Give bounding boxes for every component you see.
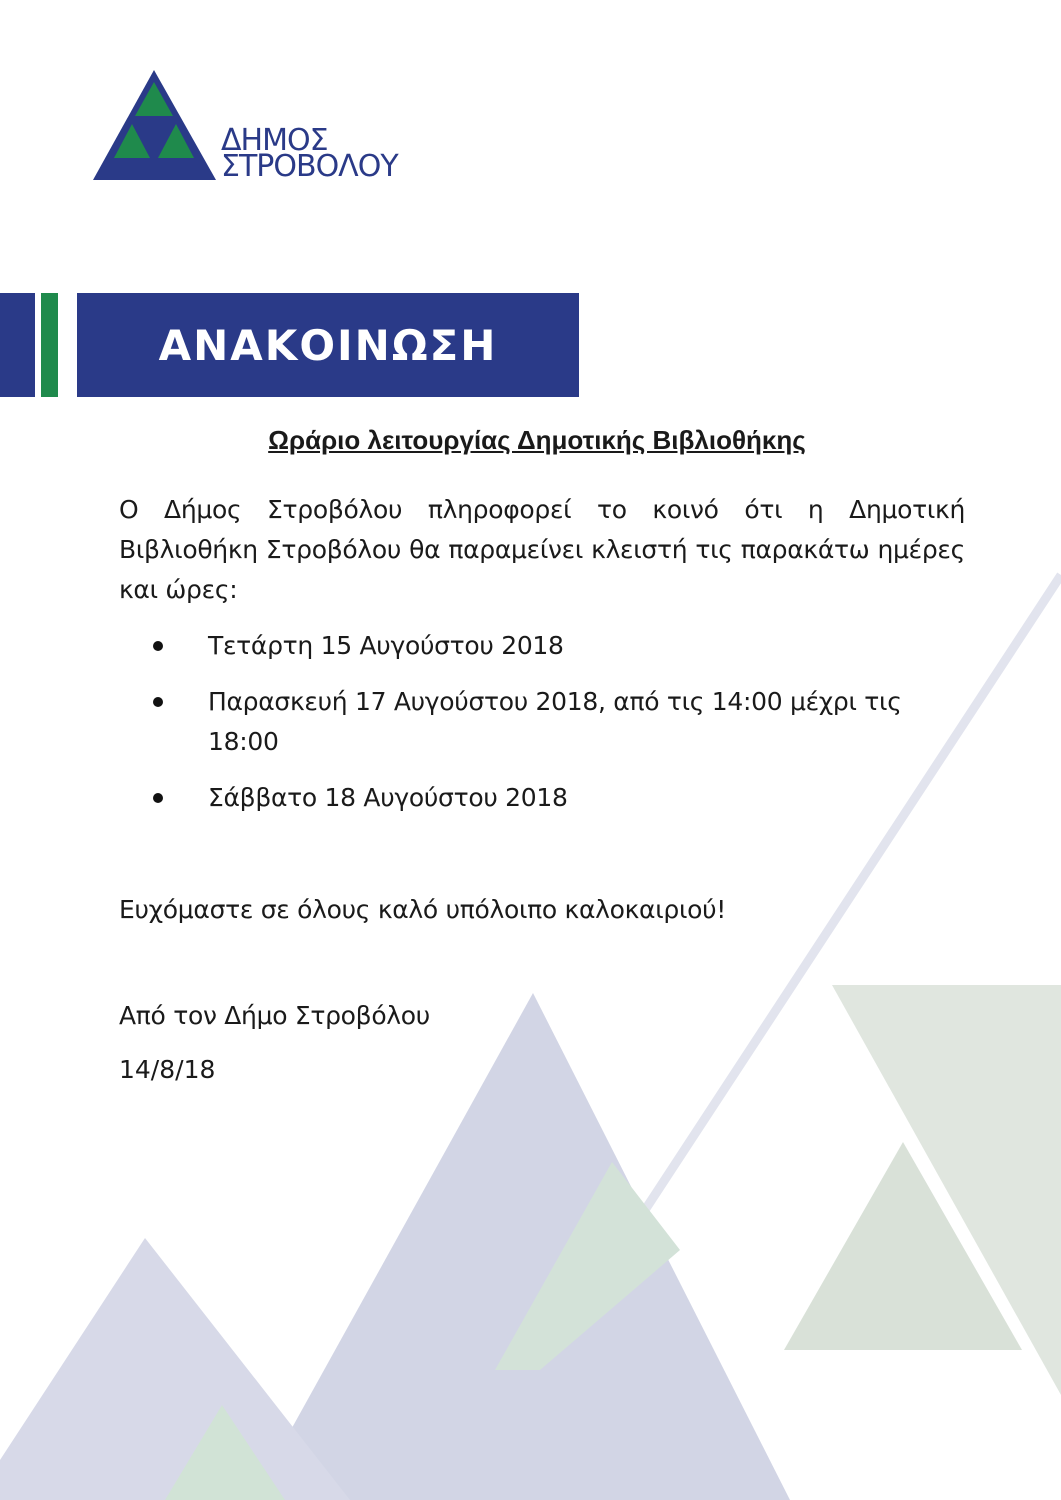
logo-text-line2: ΣΤΡΟΒΟΛΟΥ (221, 149, 398, 184)
notice-intro: Ο Δήμος Στροβόλου πληροφορεί το κοινό ότι η Δημοτική Βιβλιοθήκη Στροβόλου θα παραμείνει κλειστή τις παρακάτω ημέρες και ώρες: (119, 495, 965, 604)
signature: Από τον Δήμο Στροβόλου (119, 1001, 430, 1030)
list-item (119, 682, 965, 762)
notice-body (119, 420, 965, 1090)
banner-bar-green (41, 293, 58, 397)
announcement-banner (77, 293, 579, 397)
list-item (119, 778, 965, 818)
bg-triangle-lavender-left (0, 1238, 350, 1500)
closure-date: Παρασκευή 17 Αυγούστου 2018, από τις 14:00 μέχρι τις 18:00 (208, 687, 902, 756)
banner-title: ΑΝΑΚΟΙΝΩΣΗ (158, 320, 498, 370)
banner-bar-blue (0, 293, 35, 397)
bullet-icon (153, 641, 163, 651)
municipality-logo (90, 68, 410, 188)
notice-heading: Ωράριο λειτουργίας Δημοτικής Βιβλιοθήκης (268, 425, 806, 455)
closure-date: Τετάρτη 15 Αυγούστου 2018 (208, 631, 564, 660)
bullet-icon (153, 793, 163, 803)
logo-text-line1: ΔΗΜΟΣ (221, 123, 328, 158)
list-item (119, 626, 965, 666)
closing-wishes: Ευχόμαστε σε όλους καλό υπόλοιπο καλοκαιριού! (119, 895, 727, 924)
notice-date: 14/8/18 (119, 1055, 216, 1084)
closure-dates-list (119, 626, 965, 818)
closure-date: Σάββατο 18 Αυγούστου 2018 (208, 783, 568, 812)
bullet-icon (153, 697, 163, 707)
